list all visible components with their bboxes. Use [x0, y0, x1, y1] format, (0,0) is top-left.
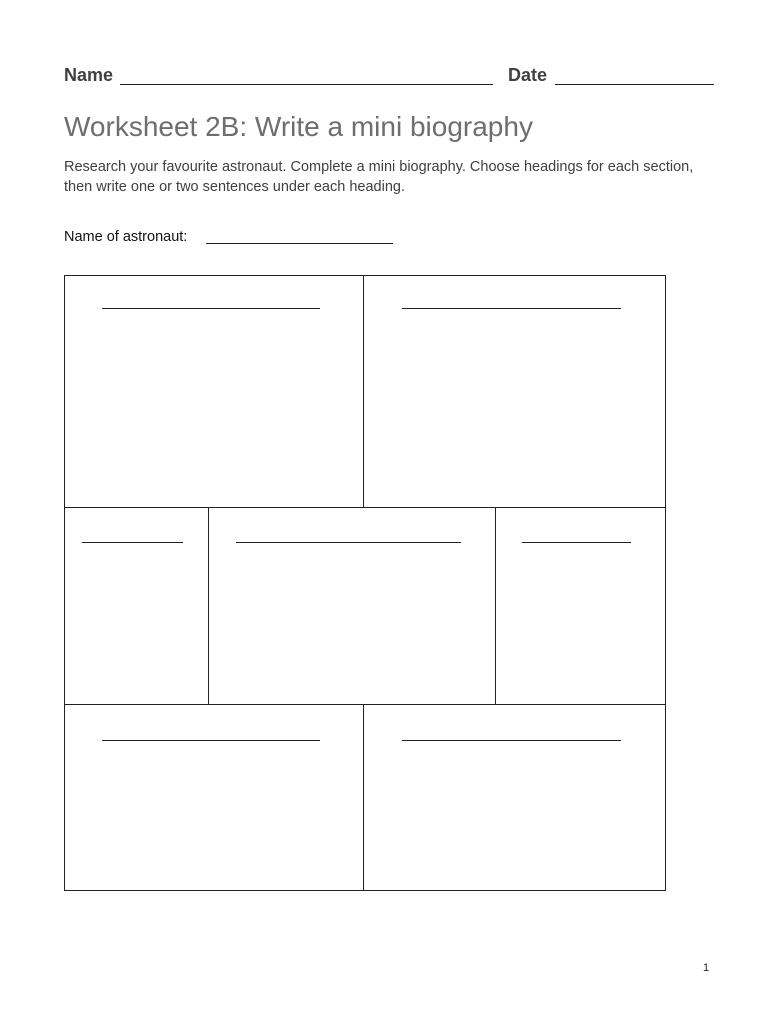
date-label: Date: [508, 65, 548, 85]
instructions-text: Research your favourite astronaut. Complete a mini biography. Choose headings for each section, then write one or two sentences under each heading.: [64, 159, 694, 195]
section-heading-line[interactable]: [522, 542, 631, 543]
section-heading-line[interactable]: [102, 308, 320, 309]
page-title: Worksheet 2B: Write a mini biography: [64, 111, 533, 142]
biography-section-3[interactable]: [65, 508, 209, 705]
biography-section-5[interactable]: [496, 508, 665, 705]
date-field[interactable]: [555, 84, 714, 85]
biography-section-1[interactable]: [65, 276, 364, 508]
biography-section-7[interactable]: [364, 705, 665, 890]
page-number: 1: [703, 962, 710, 974]
biography-grid: [64, 275, 666, 891]
name-label: Name: [64, 65, 114, 85]
astronaut-row: [64, 228, 404, 248]
section-heading-line[interactable]: [102, 740, 320, 741]
biography-section-4[interactable]: [209, 508, 496, 705]
section-heading-line[interactable]: [82, 542, 183, 543]
biography-section-2[interactable]: [364, 276, 665, 508]
astronaut-label: Name of astronaut:: [64, 229, 188, 245]
section-heading-line[interactable]: [402, 308, 621, 309]
header-line: [64, 64, 714, 90]
section-heading-line[interactable]: [402, 740, 621, 741]
astronaut-name-field[interactable]: [206, 243, 393, 244]
section-heading-line[interactable]: [236, 542, 461, 543]
biography-section-6[interactable]: [65, 705, 364, 890]
name-field[interactable]: [120, 84, 493, 85]
